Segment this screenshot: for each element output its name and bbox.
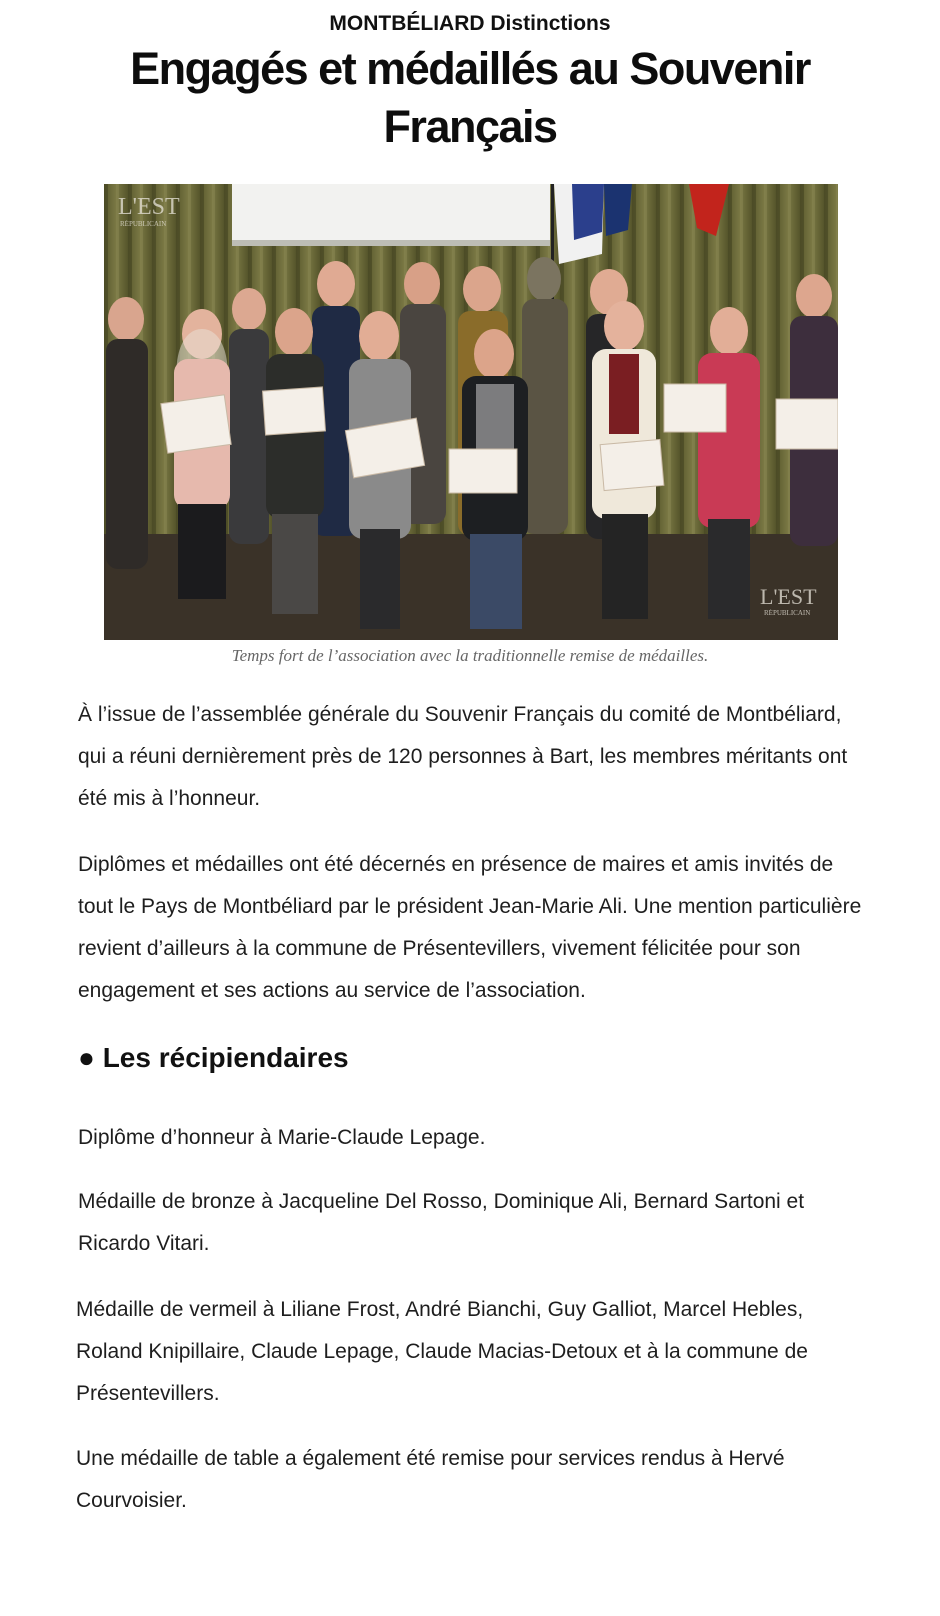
section-heading: ● Les récipiendaires bbox=[78, 1042, 349, 1073]
projection-screen bbox=[232, 184, 550, 244]
award-item: Une médaille de table a également été remise pour services rendus à Hervé Courvoisier. bbox=[76, 1447, 785, 1512]
watermark-logo-bottom bbox=[760, 584, 817, 617]
award-item: Médaille de bronze à Jacqueline Del Rosso, Dominique Ali, Bernard Sartoni et Ricardo Vitari. bbox=[78, 1190, 805, 1255]
photo-caption: Temps fort de l’association avec la traditionnelle remise de médailles. bbox=[231, 646, 709, 665]
article-headline: Engagés et médaillés au Souvenir Français bbox=[130, 43, 810, 152]
svg-text:RÉPUBLICAIN: RÉPUBLICAIN bbox=[764, 609, 811, 617]
award-item: Diplôme d’honneur à Marie-Claude Lepage. bbox=[78, 1126, 486, 1149]
article-kicker: MONTBÉLIARD Distinctions bbox=[329, 12, 611, 35]
article-photo bbox=[104, 184, 838, 640]
svg-text:L'EST: L'EST bbox=[760, 584, 817, 609]
award-item: Médaille de vermeil à Liliane Frost, André Bianchi, Guy Galliot, Marcel Hebles, Roland Knipillaire, Claude Lepage, Claude Macias-Detoux et à la commune de Présentevillers. bbox=[76, 1298, 808, 1405]
svg-text:L'EST: L'EST bbox=[118, 194, 180, 220]
body-paragraph: À l’issue de l’assemblée générale du Souvenir Français du comité de Montbéliard, qui a réuni dernièrement près de 120 personnes à Bart, les membres méritants ont été mis à l’honneur. bbox=[78, 703, 848, 810]
body-paragraph: Diplômes et médailles ont été décernés en présence de maires et amis invités de tout le Pays de Montbéliard par le président Jean-Marie Ali. Une mention particulière revient d’ailleurs à la commune de Présentevillers, vivement félicitée pour son engagement et ses actions au service de l’association. bbox=[78, 853, 862, 1002]
svg-text:RÉPUBLICAIN: RÉPUBLICAIN bbox=[120, 220, 167, 228]
group-photo-illustration bbox=[104, 184, 838, 640]
